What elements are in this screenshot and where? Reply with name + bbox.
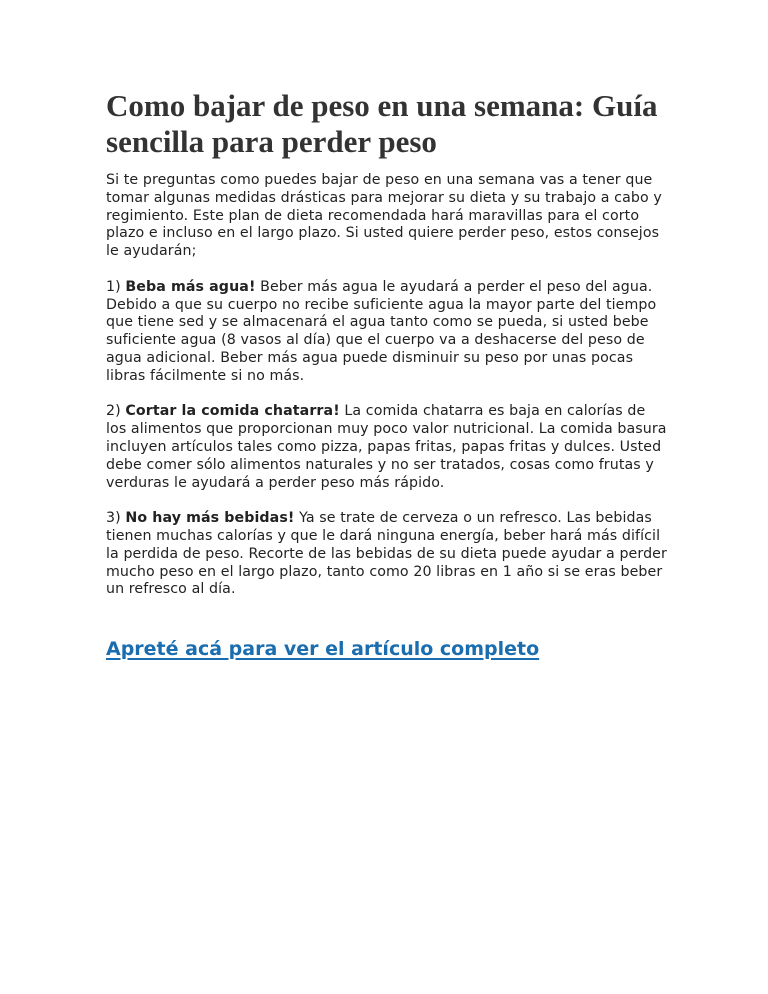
page-title: Como bajar de peso en una semana: Guía sencilla para perder peso bbox=[106, 88, 658, 159]
document-page bbox=[106, 88, 668, 661]
intro-paragraph: Si te preguntas como puedes bajar de peso en una semana vas a tener que tomar algunas medidas drásticas para mejorar su dieta y su trabajo a cabo y regimiento. Este plan de dieta recomendada hará maravillas para el corto plazo e incluso en el largo plazo. Si usted quiere perder peso, estos consejos le ayudarán; bbox=[106, 172, 662, 260]
tip-2 bbox=[106, 403, 668, 492]
tip-2-number: 2) bbox=[106, 403, 121, 420]
tip-2-body: La comida chatarra es baja en calorías de los alimentos que proporcionan muy poco valor nutricional. La comida basura incluyen artículos tales como pizza, papas fritas, papas fritas y dulces. Usted debe comer sólo alimentos naturales y no ser tratados, cosas como frutas y verduras le ayudará a perder peso más rápido. bbox=[106, 403, 667, 491]
tip-2-heading: Cortar la comida chatarra! bbox=[125, 403, 340, 420]
tip-3-heading: No hay más bebidas! bbox=[125, 510, 295, 527]
tip-3-body: Ya se trate de cerveza o un refresco. Las bebidas tienen muchas calorías y que le dará ninguna energía, beber hará más difícil la perdida de peso. Recorte de las bebidas de su dieta puede ayudar a perder mucho peso en el largo plazo, tanto como 20 libras en 1 año si se eras beber un refresco al día. bbox=[106, 510, 667, 598]
tip-1-body: Beber más agua le ayudará a perder el peso del agua. Debido a que su cuerpo no recibe suficiente agua la mayor parte del tiempo que tiene sed y se almacenará el agua tanto como se pueda, si usted bebe suficiente agua (8 vasos al día) que el cuerpo va a deshacerse del peso de agua adicional. Beber más agua puede disminuir su peso por unas pocas libras fácilmente si no más. bbox=[106, 278, 657, 384]
tip-3-number: 3) bbox=[106, 510, 121, 527]
tip-1-number: 1) bbox=[106, 278, 121, 295]
tip-1-heading: Beba más agua! bbox=[125, 278, 256, 295]
full-article-link[interactable]: Apreté acá para ver el artículo completo bbox=[106, 638, 540, 661]
tip-3 bbox=[106, 510, 668, 599]
link-container bbox=[106, 637, 668, 661]
tip-1 bbox=[106, 279, 668, 386]
